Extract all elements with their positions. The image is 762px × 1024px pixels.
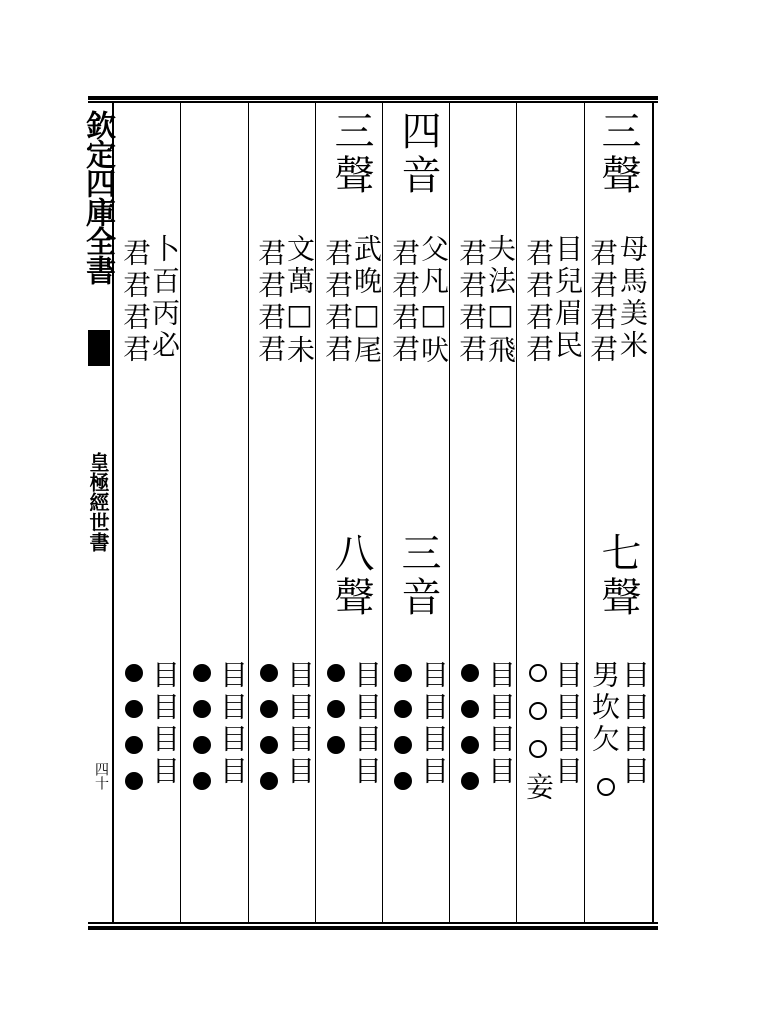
margin-book-title: 欽定四庫全書 [80, 110, 115, 284]
col5-text-upper-a: 武晚□尾 [350, 234, 383, 367]
column-divider [584, 103, 585, 922]
col1-head-lower: 七聲 [595, 532, 641, 620]
col5-text-lower-a: 目目目目 [350, 660, 383, 788]
col1-text-lower-b: 男坎欠 [588, 660, 621, 756]
column-divider [315, 103, 316, 922]
col4-head-lower: 三音 [395, 532, 441, 620]
col8-text-upper-b: 君君君君 [119, 238, 152, 366]
col7-filled-dots [190, 664, 214, 808]
col4-text-upper-b: 君君君君 [388, 238, 421, 366]
col2-text-upper-a: 目兒眉民 [551, 234, 584, 362]
col4-filled-dots [391, 664, 415, 808]
col1-text-upper-a: 母馬美米 [616, 234, 649, 362]
col4-text-lower-a: 目目目目 [417, 660, 450, 788]
col2-empty-circles [526, 664, 550, 778]
col3-filled-dots [458, 664, 482, 808]
frame-right-border [652, 103, 654, 922]
col1-empty-circle [594, 778, 618, 816]
column-divider [382, 103, 383, 922]
margin-page-number: 四十 [93, 762, 109, 790]
column-divider [449, 103, 450, 922]
col8-filled-dots [122, 664, 146, 808]
column-divider [248, 103, 249, 922]
col2-text-upper-b: 君君君君 [522, 238, 555, 366]
col5-head-upper: 三聲 [328, 110, 374, 198]
col2-text-lower-a: 目目目目 [551, 660, 584, 788]
col6-text-upper-b: 君君君君 [254, 238, 287, 366]
col3-text-upper-a: 夫法□飛 [484, 234, 517, 367]
margin-chapter-title: 皇極經世書 [86, 452, 110, 552]
col3-text-upper-b: 君君君君 [455, 238, 488, 366]
col2-text-lower-b: 妾 [522, 772, 555, 804]
col3-text-lower-a: 目目目目 [484, 660, 517, 788]
col6-text-upper-a: 文萬□未 [283, 234, 316, 367]
col1-text-lower-a: 目目目目 [618, 660, 651, 788]
col1-head-upper: 三聲 [595, 110, 641, 198]
col4-text-upper-a: 父凡□吠 [417, 234, 450, 367]
col6-text-lower-a: 目目目目 [283, 660, 316, 788]
col8-text-upper-a: 卜百丙必 [148, 234, 181, 362]
frame-top-border [88, 96, 658, 103]
col8-text-lower-a: 目目目目 [148, 660, 181, 788]
col7-text-lower-a: 目目目目 [216, 660, 249, 788]
col4-head-upper: 四音 [395, 110, 441, 198]
col1-text-upper-b: 君君君君 [586, 238, 619, 366]
col6-filled-dots [257, 664, 281, 808]
col5-filled-dots [324, 664, 348, 772]
column-divider [180, 103, 181, 922]
col5-head-lower: 八聲 [328, 532, 374, 620]
column-divider [516, 103, 517, 922]
fishtail-mark [88, 330, 110, 366]
col5-text-upper-b: 君君君君 [321, 238, 354, 366]
frame-bottom-border [88, 922, 658, 930]
